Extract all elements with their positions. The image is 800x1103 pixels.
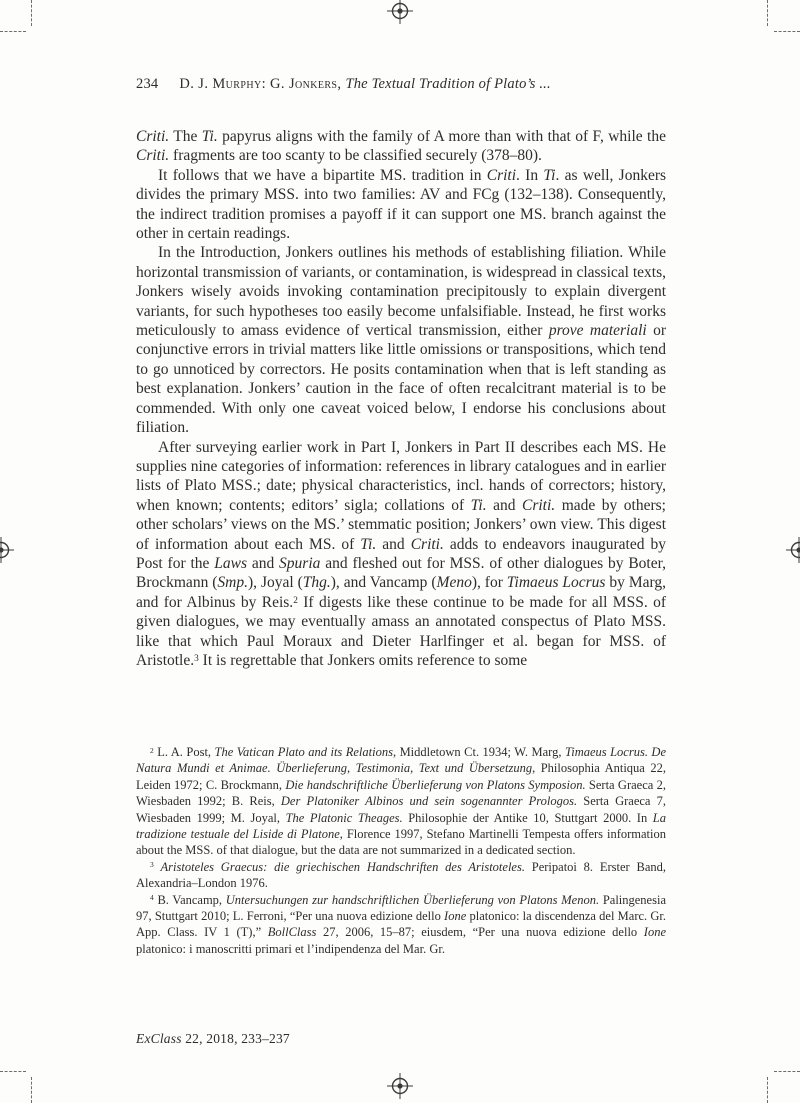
text-segment: Meno <box>436 574 472 592</box>
crop-mark-left-top-horizontal <box>0 31 26 32</box>
crop-mark-right-bottom-horizontal <box>774 1071 800 1072</box>
text-segment: fragments are too scanty to be classified securely (378–80). <box>169 147 542 165</box>
crop-mark-right-top-horizontal <box>774 31 800 32</box>
footnote-reference: 3 <box>150 860 154 870</box>
text-segment: Smp. <box>217 574 248 592</box>
running-title <box>179 76 550 93</box>
text-segment: ), for <box>471 574 507 592</box>
text-segment: and fleshed out for MSS. of other dialogues by Boter, Brockmann ( <box>136 554 667 592</box>
text-segment: , Middletown Ct. 1934; W. Marg, <box>392 745 565 759</box>
text-segment: and <box>486 496 522 514</box>
text-segment: Ti <box>543 166 556 184</box>
text-segment: ), Joyal ( <box>247 574 303 592</box>
text-segment: B. Vancamp, <box>153 892 226 907</box>
text-segment: Serta Graeca 2, Wiesbaden 1992; B. Reis, <box>136 777 666 809</box>
text-segment: or conjunctive errors in trivial matters like little omissions or transpositions, which tend to go unnoticed by correctors. He posits contamination when that is left standing as best explanation. Jonkers’ caution in the face of often recalcitrant material is to be commended. With only one caveat voiced below, I endorse his conclusions about filiation. <box>136 322 666 437</box>
text-segment: D. J. Murphy: G. Jonkers, <box>179 76 346 92</box>
text-segment: It is regrettable that Jonkers omits reference to some <box>198 651 528 669</box>
text-segment: It follows that we have a bipartite MS. tradition in <box>158 166 487 184</box>
text-segment: Spuria <box>279 554 321 572</box>
text-segment: In the Introduction, Jonkers outlines his methods of establishing filiation. While horizontal transmission of variants, or contamination, is widespread in classical texts, Jonkers wisely avoids invoking contamination precipitously to explain divergent variants, for such hypotheses too easily become unfalsifiable. Instead, he first works meticulously to amass evidence of vertical transmission, either <box>136 244 666 340</box>
text-segment: L. A. Post, <box>153 745 215 759</box>
text-segment: The <box>169 128 202 145</box>
text-segment: made by others; other scholars’ views on the MS.’ stemmatic position; Jonkers’ own view. This digest of information about each MS. of <box>136 496 666 553</box>
running-head <box>136 76 666 93</box>
text-segment: and <box>376 535 411 553</box>
text-segment: La tradizione testuale del Liside di Platone <box>136 810 666 842</box>
text-segment: Der Platoniker Albinos und sein sogenannter Prologos. <box>280 794 578 809</box>
text-segment: adds to endeavors inaugurated by Post for the <box>136 535 666 572</box>
body-paragraph <box>136 438 666 671</box>
footnote <box>136 859 666 892</box>
text-segment: Ti. <box>360 535 377 553</box>
text-segment: Laws <box>214 554 247 572</box>
text-segment: ExClass <box>136 1031 182 1046</box>
text-segment: 27, 2006, 15–87; eiusdem, “Per una nuova edizione dello <box>316 925 644 940</box>
text-segment: If digests like these continue to be made for all MSS. of given dialogues, we may eventually amass an annotated conspectus of Plato MSS. like that which Paul Moraux and Dieter Harlfinger et al. began for MSS. of Aristotle. <box>136 593 666 669</box>
text-segment: prove materiali <box>548 322 647 340</box>
text-segment: Peripatoi 8. Erster Band, Alexandria–London 1976. <box>136 859 666 891</box>
footnote <box>136 892 666 958</box>
text-segment: The Platonic Theages. <box>285 810 403 825</box>
text-segment: Criti <box>486 166 517 184</box>
body-paragraph <box>136 127 666 166</box>
registration-mark-icon <box>387 0 413 24</box>
body-paragraph <box>136 243 666 437</box>
text-segment: . In <box>516 166 544 184</box>
text-segment: Criti. <box>410 535 444 553</box>
body-text <box>136 127 666 670</box>
footnotes <box>136 744 666 957</box>
text-segment: by Marg, and for Albinus by Reis. <box>136 574 666 611</box>
crop-mark-top-left-vertical <box>31 0 32 26</box>
crop-mark-top-right-vertical <box>767 0 768 26</box>
registration-mark-icon <box>0 537 14 563</box>
text-segment: Serta Graeca 7, Wiesbaden 1999; M. Joyal, <box>136 794 666 825</box>
text-segment: 22, 2018, 233–237 <box>181 1031 290 1046</box>
text-segment: and <box>246 554 280 572</box>
footnote <box>136 744 666 859</box>
text-segment: BollClass <box>267 925 317 940</box>
text-segment: , Florence 1997, Stefano Martinelli Tempesta offers information about the MSS. of that dialogue, but the data are not summarized in a dedicated section. <box>136 827 666 858</box>
text-segment: Philosophie der Antike 10, Stuttgart 2000. In <box>402 810 653 825</box>
body-paragraph <box>136 166 666 244</box>
text-segment: Criti. <box>522 496 556 514</box>
crop-mark-bottom-right-vertical <box>767 1077 768 1103</box>
text-segment: Thg. <box>302 574 331 592</box>
text-segment: Palingenesia 97, Stuttgart 2010; L. Ferroni, “Per una nuova edizione dello <box>136 892 666 924</box>
text-segment: Ione <box>643 925 666 940</box>
text-segment: Timaeus Locrus <box>506 574 606 592</box>
crop-mark-bottom-left-vertical <box>31 1077 32 1103</box>
crop-mark-left-bottom-horizontal <box>0 1071 26 1072</box>
page-number: 234 <box>136 76 159 92</box>
journal-footer <box>136 1031 290 1047</box>
text-segment: Die handschriftliche Überlieferung von Platons Symposion. <box>285 777 586 792</box>
footnote-reference: 4 <box>150 893 154 903</box>
text-segment: The Textual Tradition of Plato’s ... <box>345 76 551 92</box>
registration-mark-icon <box>786 537 800 563</box>
text-segment: platonico: la discendenza del Marc. Gr. App. Class. IV 1 (T),” <box>136 909 666 940</box>
text-segment: platonico: i manoscritti primari et l’indipendenza del Mar. Gr. <box>136 941 445 956</box>
text-segment: Ti. <box>201 128 218 145</box>
text-segment: Untersuchungen zur handschriftlichen Überlieferung von Platons Menon. <box>225 892 600 907</box>
footnote-reference: 2 <box>150 745 154 755</box>
text-segment: Aristoteles Graecus: die griechischen Handschriften des Aristoteles. <box>160 859 525 874</box>
text-segment: After surveying earlier work in Part I, Jonkers in Part II describes each MS. He supplies nine categories of information: references in library catalogues and in earlier lists of Plato MSS.; date; physical characteristics, incl. hands of correctors; history, when known; contents; editors’ sigla; collations of <box>136 438 666 514</box>
text-segment: The Vatican Plato and its Relations <box>214 745 393 759</box>
text-segment: Ti. <box>470 496 487 514</box>
text-segment: ), and Vancamp ( <box>330 574 437 592</box>
text-segment: Timaeus Locrus. De Natura Mundi et Animae. Überlieferung, Testimonia, Text und Übersetzung <box>136 745 666 776</box>
footnote-reference: 2 <box>293 595 298 606</box>
footnote-reference: 3 <box>194 653 199 664</box>
text-segment: , Philosophia Antiqua 22, Leiden 1972; C. Brockmann, <box>136 761 666 792</box>
text-segment: Criti. <box>136 128 170 145</box>
text-segment: . as well, Jonkers divides the primary MSS. into two families: AV and FCg (132–138). Consequently, the indirect tradition promises a payoff if it can support one MS. branch against the other in certain readings. <box>136 166 667 243</box>
registration-mark-icon <box>387 1073 413 1099</box>
text-segment: Ione <box>444 909 467 924</box>
text-segment <box>154 860 161 874</box>
text-segment: papyrus aligns with the family of A more than with that of F, while the <box>217 128 666 145</box>
text-segment: Criti. <box>136 147 170 165</box>
